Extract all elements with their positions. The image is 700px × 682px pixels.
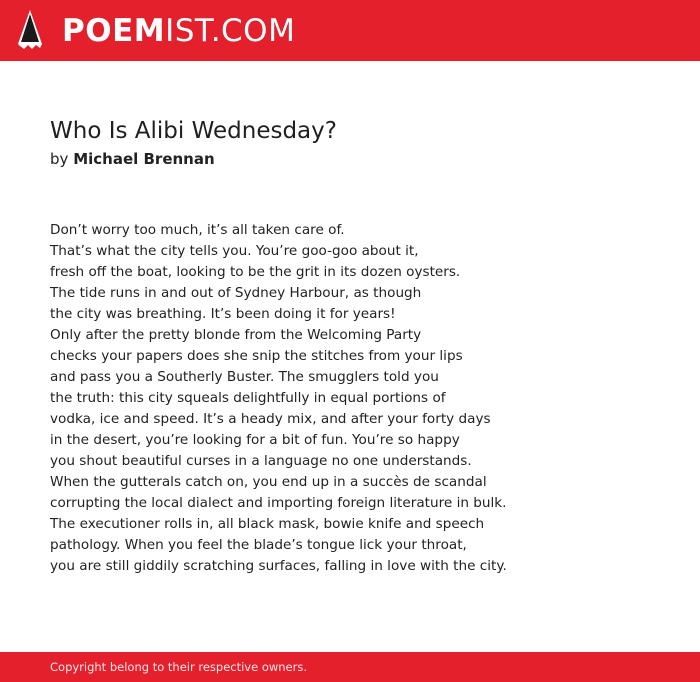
- brand-light: IST.COM: [165, 13, 296, 49]
- poem-line: That’s what the city tells you. You’re goo-goo about it,: [50, 243, 419, 259]
- author-name: Michael Brennan: [73, 150, 215, 168]
- poem-body: [50, 220, 670, 577]
- site-footer: [0, 652, 700, 682]
- site-logo-link[interactable]: [62, 13, 295, 49]
- poem-line: the city was breathing. It’s been doing it for years!: [50, 306, 396, 322]
- poem-line: The executioner rolls in, all black mask, bowie knife and speech: [50, 516, 485, 532]
- brand-bold: POEM: [62, 13, 166, 49]
- poem-line: fresh off the boat, looking to be the grit in its dozen oysters.: [50, 264, 461, 280]
- poem-line: corrupting the local dialect and importing foreign literature in bulk.: [50, 495, 507, 511]
- poem-line: the truth: this city squeals delightfully in equal portions of: [50, 390, 446, 406]
- poem-line: pathology. When you feel the blade’s tongue lick your throat,: [50, 537, 467, 553]
- poem-line: Don’t worry too much, it’s all taken care of.: [50, 222, 345, 238]
- copyright-text: Copyright belong to their respective owners.: [50, 660, 308, 674]
- poem-line: you shout beautiful curses in a language no one understands.: [50, 453, 472, 469]
- poem-line: When the gutterals catch on, you end up in a succès de scandal: [50, 474, 487, 490]
- site-header: [0, 0, 700, 61]
- pencil-icon[interactable]: [18, 10, 42, 52]
- byline: [50, 150, 215, 168]
- poem-line: vodka, ice and speed. It’s a heady mix, and after your forty days: [50, 411, 491, 427]
- poem-line: The tide runs in and out of Sydney Harbour, as though: [50, 285, 422, 301]
- by-label: by: [50, 150, 69, 168]
- poem-line: in the desert, you’re looking for a bit of fun. You’re so happy: [50, 432, 460, 448]
- poem-line: checks your papers does she snip the stitches from your lips: [50, 348, 463, 364]
- poem-title: Who Is Alibi Wednesday?: [50, 118, 337, 144]
- poem-line: and pass you a Southerly Buster. The smugglers told you: [50, 369, 439, 385]
- poem-line: you are still giddily scratching surfaces, falling in love with the city.: [50, 558, 507, 574]
- poem-line: Only after the pretty blonde from the Welcoming Party: [50, 327, 422, 343]
